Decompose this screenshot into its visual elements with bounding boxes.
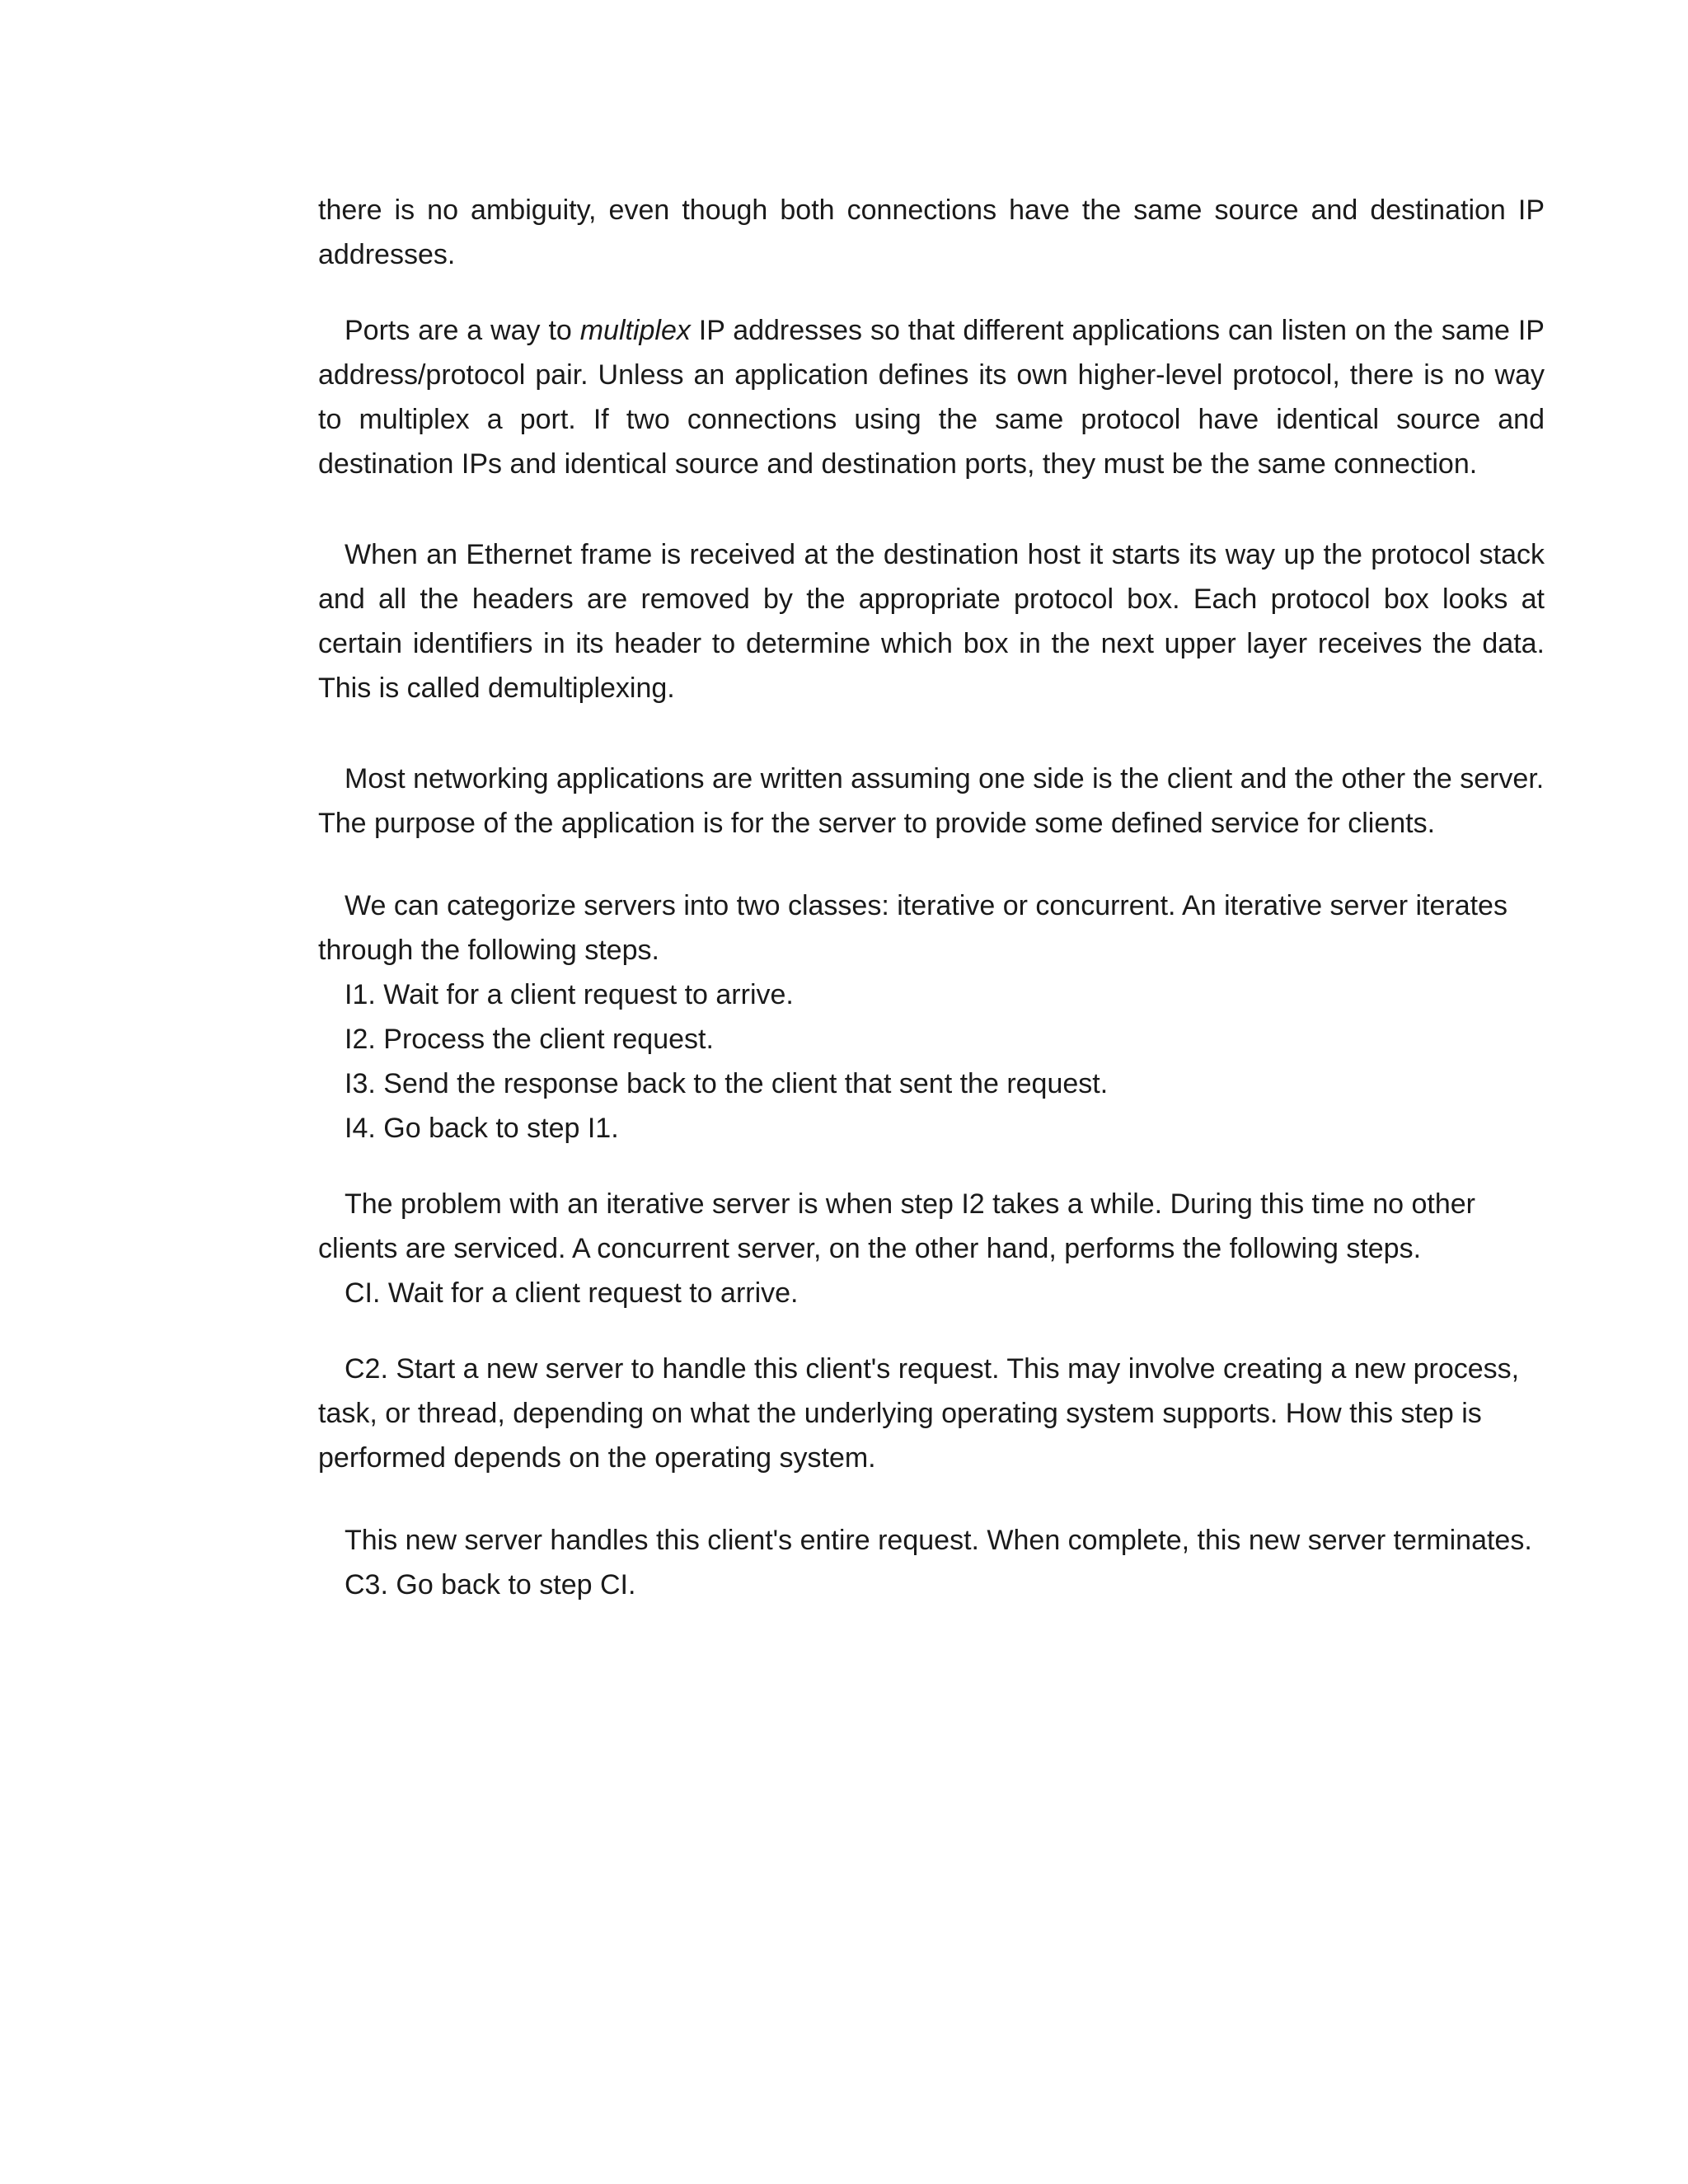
step-text: Process the client request. xyxy=(383,1024,714,1055)
step-text: Send the response back to the client that sent the request. xyxy=(383,1068,1109,1099)
ports-text-start: Ports are a way to xyxy=(345,315,580,346)
step-item xyxy=(318,1017,1545,1062)
step-label: I2. xyxy=(345,1024,376,1055)
step-label: I3. xyxy=(345,1068,376,1099)
paragraph-demultiplexing: When an Ethernet frame is received at the destination host it starts its way up the protocol stack and all the headers are removed by the appropriate protocol box. Each protocol box looks at certain identifiers in its header to determine which box in the next upper layer receives the data. This is called demultiplexing. xyxy=(318,539,1545,704)
step-label: I4. xyxy=(345,1113,376,1144)
paragraph-continued: there is no ambiguity, even though both connections have the same source and destination IP addresses. xyxy=(318,194,1545,270)
step-text: Start a new server to handle this client's request. This may involve creating a new process, task, or thread, depending on what the underlying operating system supports. How this step is performed depends on the operating system. xyxy=(318,1353,1520,1474)
step-text: Go back to step I1. xyxy=(383,1113,619,1144)
step-item-long xyxy=(318,1347,1545,1480)
document-page xyxy=(318,188,1545,1607)
step-label: C2. xyxy=(345,1353,388,1385)
step-item xyxy=(318,1271,1545,1315)
step-label: CI. xyxy=(345,1277,381,1309)
paragraph-ports xyxy=(318,308,1545,486)
ports-emphasis: multiplex xyxy=(579,315,691,346)
paragraph-client-server: Most networking applications are written assuming one side is the client and the other the server. The purpose of the application is for the server to provide some defined service for clients. xyxy=(318,763,1545,839)
step-text: Wait for a client request to arrive. xyxy=(383,979,794,1010)
step-item xyxy=(318,1106,1545,1151)
step-item xyxy=(318,1563,1545,1607)
step-item xyxy=(318,1062,1545,1106)
paragraph-server-classes: We can categorize servers into two classes: iterative or concurrent. An iterative server iterates through the following steps. xyxy=(318,890,1507,966)
step-item xyxy=(318,972,1545,1017)
paragraph-new-server: This new server handles this client's entire request. When complete, this new server terminates. xyxy=(345,1525,1532,1556)
ports-text-end: IP addresses so that different applications can listen on the same IP address/protocol pair. Unless an application defines its own higher-level protocol, there is no way to multiplex a port. If two connections using the same protocol have identical source and destination IPs and identical source and destination ports, they must be the same connection. xyxy=(318,315,1545,480)
paragraph-iterative-problem: The problem with an iterative server is when step I2 takes a while. During this time no other clients are serviced. A concurrent server, on the other hand, performs the following steps. xyxy=(318,1188,1475,1264)
step-text: Go back to step CI. xyxy=(396,1569,636,1601)
step-label: C3. xyxy=(345,1569,388,1601)
step-label: I1. xyxy=(345,979,376,1010)
step-text: Wait for a client request to arrive. xyxy=(387,1277,799,1309)
